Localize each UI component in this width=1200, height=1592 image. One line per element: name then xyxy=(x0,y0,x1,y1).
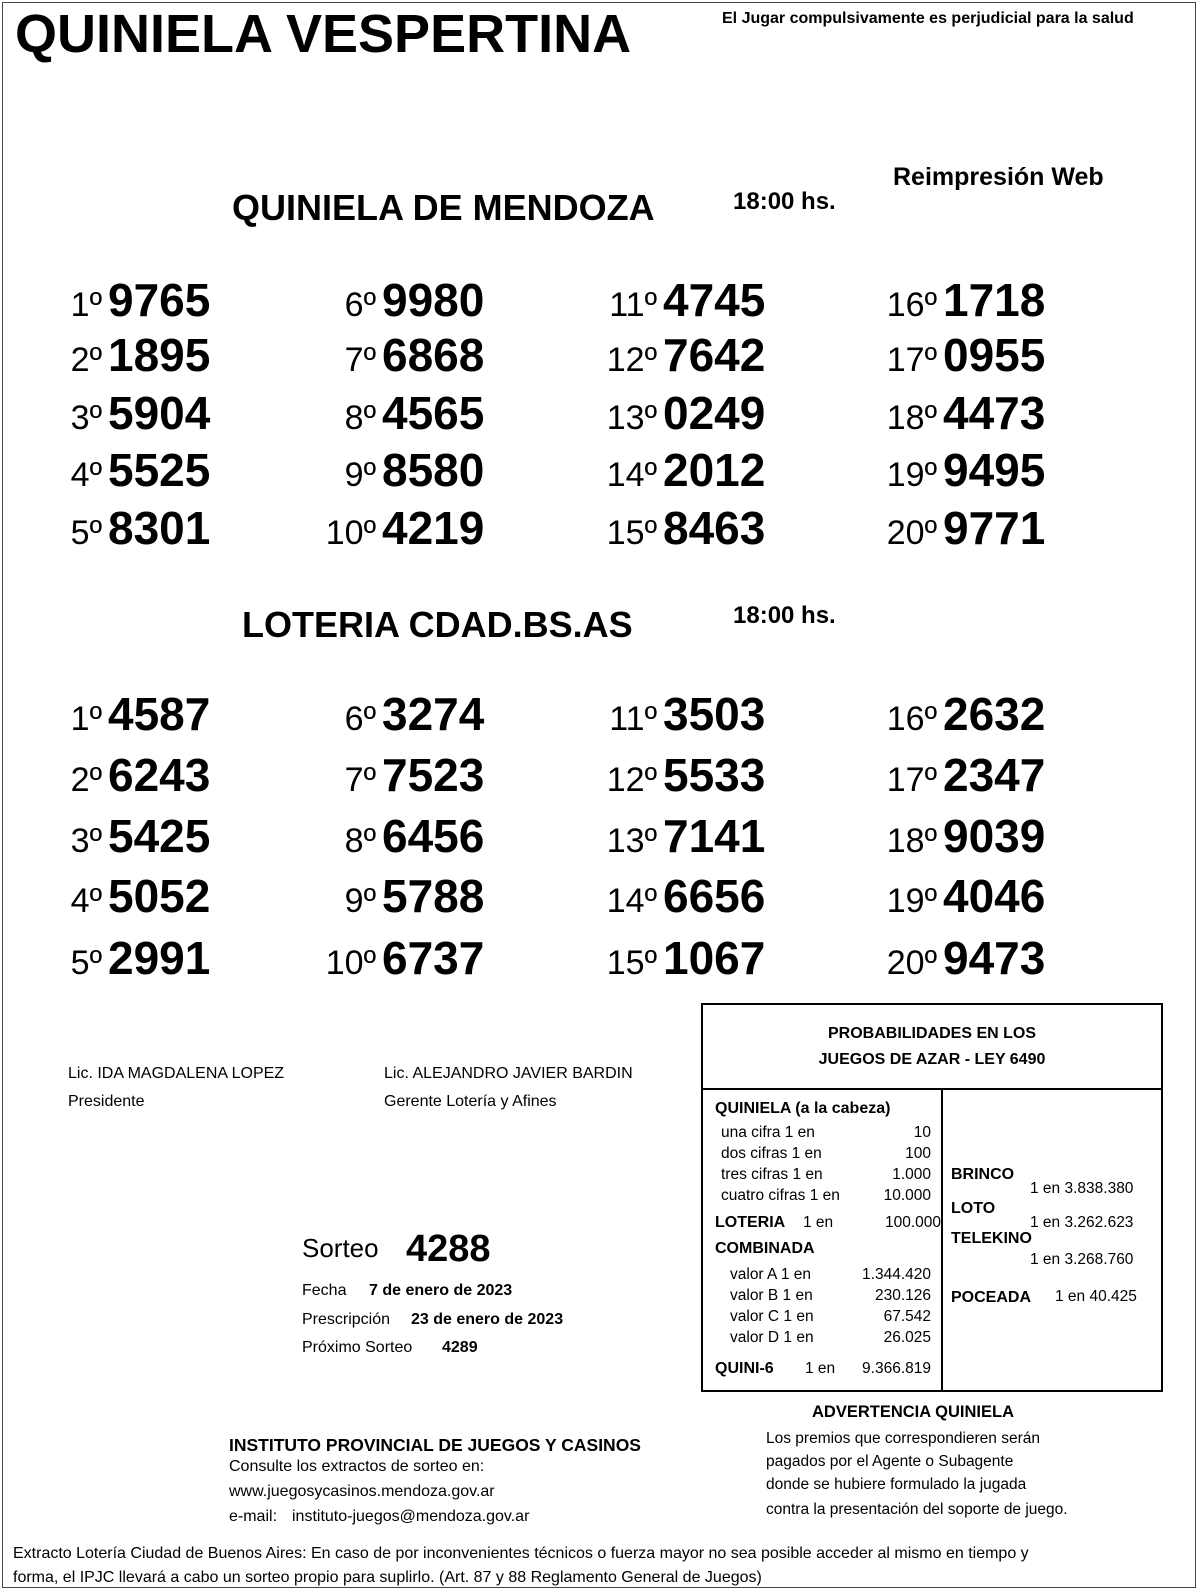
result-cell xyxy=(597,687,765,741)
footer-note-line2: forma, el IPJC llevará a cabo un sorteo propio para suplirlo. (Art. 87 y 88 Reglamento General de Juegos) xyxy=(13,1569,762,1586)
result-position: 3º xyxy=(70,822,102,860)
result-number: 5533 xyxy=(663,749,766,801)
advertencia-line: donde se hubiere formulado la jugada xyxy=(766,1476,1027,1493)
result-number: 9980 xyxy=(382,274,485,326)
quiniela-odds-row-value: 10.000 xyxy=(883,1187,931,1204)
result-position: 9º xyxy=(344,882,376,920)
advertencia-line: Los premios que correspondieren serán xyxy=(766,1430,1040,1447)
result-cell xyxy=(877,687,1045,741)
loto-odds-label: LOTO xyxy=(951,1200,996,1217)
brinco-odds-label: BRINCO xyxy=(951,1166,1015,1183)
combinada-odds-row-label: valor B 1 en xyxy=(730,1287,813,1304)
result-number: 2347 xyxy=(943,749,1046,801)
telekino-odds-value: 1 en 3.268.760 xyxy=(1030,1251,1134,1268)
combinada-odds-row-label: valor D 1 en xyxy=(730,1329,814,1346)
health-warning: El Jugar compulsivamente es perjudicial para la salud xyxy=(722,10,1134,27)
institute-consult-text: Consulte los extractos de sorteo en: xyxy=(229,1458,485,1475)
signature-name: Lic. IDA MAGDALENA LOPEZ xyxy=(68,1065,285,1082)
result-cell xyxy=(316,809,484,863)
sorteo-label: Sorteo xyxy=(302,1233,379,1263)
quiniela-odds-row-label: una cifra 1 en xyxy=(721,1124,815,1141)
loteria-odds-text: 1 en xyxy=(803,1214,834,1231)
result-position: 7º xyxy=(344,341,376,379)
result-number: 5052 xyxy=(108,870,211,922)
result-cell xyxy=(597,931,765,985)
proximo-sorteo-label: Próximo Sorteo xyxy=(302,1339,413,1356)
poceada-odds-value: 1 en 40.425 xyxy=(1055,1288,1137,1305)
result-number: 5904 xyxy=(108,387,211,439)
result-cell xyxy=(42,809,210,863)
result-cell xyxy=(316,687,484,741)
result-cell xyxy=(42,687,210,741)
result-position: 10º xyxy=(325,514,376,552)
result-position: 18º xyxy=(886,822,937,860)
result-cell xyxy=(42,273,210,327)
result-number: 2991 xyxy=(108,932,211,984)
combinada-odds-label: COMBINADA xyxy=(715,1240,815,1257)
result-number: 5788 xyxy=(382,870,485,922)
advertencia-line: pagados por el Agente o Subagente xyxy=(766,1453,1014,1470)
result-cell xyxy=(42,748,210,802)
result-position: 15º xyxy=(606,514,657,552)
result-number: 9495 xyxy=(943,444,1046,496)
signature-role: Presidente xyxy=(68,1093,145,1110)
result-cell xyxy=(877,869,1045,923)
result-position: 1º xyxy=(70,700,102,738)
result-position: 6º xyxy=(344,286,376,324)
probabilities-right-column xyxy=(943,1090,1161,1390)
result-position: 11º xyxy=(609,700,657,738)
result-cell xyxy=(316,443,484,497)
result-position: 9º xyxy=(344,456,376,494)
result-cell xyxy=(42,328,210,382)
result-position: 10º xyxy=(325,944,376,982)
result-number: 9473 xyxy=(943,932,1046,984)
result-number: 2632 xyxy=(943,688,1046,740)
proximo-sorteo-value: 4289 xyxy=(442,1339,478,1356)
result-position: 19º xyxy=(886,456,937,494)
combinada-odds-row-label: valor C 1 en xyxy=(730,1308,814,1325)
quiniela-odds-row-value: 1.000 xyxy=(892,1166,931,1183)
signature-name: Lic. ALEJANDRO JAVIER BARDIN xyxy=(384,1065,633,1082)
quiniela-odds-row-label: cuatro cifras 1 en xyxy=(721,1187,840,1204)
combinada-odds-row-value: 230.126 xyxy=(874,1287,931,1304)
probabilities-heading-line1: PROBABILIDADES EN LOS xyxy=(827,1025,1036,1042)
result-position: 20º xyxy=(886,944,937,982)
result-number: 1718 xyxy=(943,274,1046,326)
section-title-loteria-bsas: LOTERIA CDAD.BS.AS xyxy=(242,604,633,645)
result-number: 6737 xyxy=(382,932,485,984)
result-number: 9771 xyxy=(943,502,1046,554)
quini6-odds-label: QUINI-6 xyxy=(715,1360,774,1377)
result-position: 12º xyxy=(606,761,657,799)
result-cell xyxy=(877,809,1045,863)
section-title-mendoza: QUINIELA DE MENDOZA xyxy=(232,187,655,228)
result-position: 6º xyxy=(344,700,376,738)
result-cell xyxy=(316,931,484,985)
result-number: 2012 xyxy=(663,444,766,496)
result-number: 7523 xyxy=(382,749,485,801)
result-position: 16º xyxy=(886,700,937,738)
result-number: 1895 xyxy=(108,329,211,381)
result-cell xyxy=(597,328,765,382)
loto-odds-value: 1 en 3.262.623 xyxy=(1030,1214,1134,1231)
result-cell xyxy=(877,273,1045,327)
advertencia-title: ADVERTENCIA QUINIELA xyxy=(812,1403,1014,1421)
probabilities-box xyxy=(701,1003,1163,1392)
combinada-odds-row-label: valor A 1 en xyxy=(730,1266,812,1283)
result-cell xyxy=(877,386,1045,440)
result-number: 5525 xyxy=(108,444,211,496)
result-position: 8º xyxy=(344,822,376,860)
quiniela-odds-label: QUINIELA (a la cabeza) xyxy=(715,1100,891,1117)
result-number: 5425 xyxy=(108,810,211,862)
combinada-odds-row-value: 1.344.420 xyxy=(862,1266,931,1283)
brinco-odds-value: 1 en 3.838.380 xyxy=(1030,1180,1134,1197)
result-number: 4219 xyxy=(382,502,485,554)
result-position: 13º xyxy=(606,822,657,860)
result-cell xyxy=(42,443,210,497)
result-number: 0249 xyxy=(663,387,766,439)
result-cell xyxy=(42,501,210,555)
result-cell xyxy=(877,443,1045,497)
quiniela-odds-row-label: dos cifras 1 en xyxy=(721,1145,822,1162)
result-number: 0955 xyxy=(943,329,1046,381)
probabilities-heading xyxy=(703,1005,1161,1090)
result-cell xyxy=(42,386,210,440)
result-position: 17º xyxy=(886,341,937,379)
result-position: 2º xyxy=(70,761,102,799)
result-number: 4745 xyxy=(663,274,766,326)
result-position: 13º xyxy=(606,399,657,437)
result-position: 4º xyxy=(70,456,102,494)
result-number: 6243 xyxy=(108,749,211,801)
result-position: 12º xyxy=(606,341,657,379)
result-cell xyxy=(597,501,765,555)
poceada-odds-label: POCEADA xyxy=(951,1289,1032,1306)
probabilities-heading-line2: JUEGOS DE AZAR - LEY 6490 xyxy=(818,1051,1046,1068)
reprint-label: Reimpresión Web xyxy=(893,163,1104,191)
result-cell xyxy=(877,501,1045,555)
combinada-odds-row-value: 26.025 xyxy=(883,1329,931,1346)
result-cell xyxy=(42,931,210,985)
prescripcion-label: Prescripción xyxy=(302,1311,391,1328)
result-position: 20º xyxy=(886,514,937,552)
probabilities-left-column xyxy=(703,1090,943,1390)
result-number: 7141 xyxy=(663,810,766,862)
result-position: 16º xyxy=(886,286,937,324)
section-time-loteria-bsas: 18:00 hs. xyxy=(733,602,836,629)
telekino-odds-label: TELEKINO xyxy=(951,1230,1032,1247)
result-position: 8º xyxy=(344,399,376,437)
result-cell xyxy=(877,748,1045,802)
institute-website-link[interactable]: www.juegosycasinos.mendoza.gov.ar xyxy=(229,1483,495,1500)
result-cell xyxy=(597,273,765,327)
loteria-odds-value: 100.000 xyxy=(884,1214,941,1231)
advertencia-line: contra la presentación del soporte de juego. xyxy=(766,1501,1068,1518)
loteria-odds-label: LOTERIA xyxy=(715,1214,786,1231)
result-number: 6868 xyxy=(382,329,485,381)
result-number: 3274 xyxy=(382,688,485,740)
fecha-label: Fecha xyxy=(302,1282,347,1299)
result-number: 3503 xyxy=(663,688,766,740)
result-cell xyxy=(877,931,1045,985)
page-title: QUINIELA VESPERTINA xyxy=(15,4,632,64)
institute-email-link[interactable]: instituto-juegos@mendoza.gov.ar xyxy=(292,1508,530,1525)
result-number: 8301 xyxy=(108,502,211,554)
result-cell xyxy=(316,869,484,923)
result-number: 7642 xyxy=(663,329,766,381)
result-number: 9765 xyxy=(108,274,211,326)
result-number: 4046 xyxy=(943,870,1046,922)
result-cell xyxy=(597,809,765,863)
prescripcion-value: 23 de enero de 2023 xyxy=(411,1311,564,1328)
result-position: 2º xyxy=(70,341,102,379)
result-cell xyxy=(316,501,484,555)
result-number: 4565 xyxy=(382,387,485,439)
result-position: 19º xyxy=(886,882,937,920)
result-cell xyxy=(597,748,765,802)
result-cell xyxy=(316,386,484,440)
quiniela-odds-row-value: 10 xyxy=(913,1124,931,1141)
result-number: 8463 xyxy=(663,502,766,554)
quini6-odds-value: 9.366.819 xyxy=(862,1360,931,1377)
sorteo-number: 4288 xyxy=(406,1228,491,1270)
section-time-mendoza: 18:00 hs. xyxy=(733,188,836,215)
result-position: 3º xyxy=(70,399,102,437)
result-number: 6656 xyxy=(663,870,766,922)
result-cell xyxy=(877,328,1045,382)
result-position: 18º xyxy=(886,399,937,437)
result-cell xyxy=(597,443,765,497)
result-cell xyxy=(316,748,484,802)
result-cell xyxy=(597,869,765,923)
result-position: 4º xyxy=(70,882,102,920)
result-cell xyxy=(316,328,484,382)
result-number: 8580 xyxy=(382,444,485,496)
result-position: 14º xyxy=(606,456,657,494)
signature-president xyxy=(68,1060,284,1116)
combinada-odds-row-value: 67.542 xyxy=(883,1308,931,1325)
result-position: 11º xyxy=(609,286,657,324)
result-position: 5º xyxy=(70,514,102,552)
signature-manager xyxy=(384,1060,633,1116)
result-number: 6456 xyxy=(382,810,485,862)
quiniela-odds-row-value: 100 xyxy=(905,1145,931,1162)
result-cell xyxy=(42,869,210,923)
result-position: 1º xyxy=(70,286,102,324)
signature-role: Gerente Lotería y Afines xyxy=(384,1093,557,1110)
result-position: 7º xyxy=(344,761,376,799)
footer-note-line1: Extracto Lotería Ciudad de Buenos Aires: En caso de por inconvenientes técnicos o fuerza mayor no sea posible acceder al mismo en tiempo y xyxy=(13,1545,1029,1562)
result-position: 14º xyxy=(606,882,657,920)
result-number: 4587 xyxy=(108,688,211,740)
institute-name: INSTITUTO PROVINCIAL DE JUEGOS Y CASINOS xyxy=(229,1435,641,1455)
fecha-value: 7 de enero de 2023 xyxy=(369,1282,513,1299)
result-number: 9039 xyxy=(943,810,1046,862)
quiniela-odds-row-label: tres cifras 1 en xyxy=(721,1166,823,1183)
result-cell xyxy=(316,273,484,327)
result-number: 1067 xyxy=(663,932,766,984)
institute-email-label: e-mail: xyxy=(229,1508,278,1525)
result-position: 17º xyxy=(886,761,937,799)
quini6-odds-text: 1 en xyxy=(805,1360,836,1377)
result-position: 5º xyxy=(70,944,102,982)
result-position: 15º xyxy=(606,944,657,982)
result-number: 4473 xyxy=(943,387,1046,439)
result-cell xyxy=(597,386,765,440)
